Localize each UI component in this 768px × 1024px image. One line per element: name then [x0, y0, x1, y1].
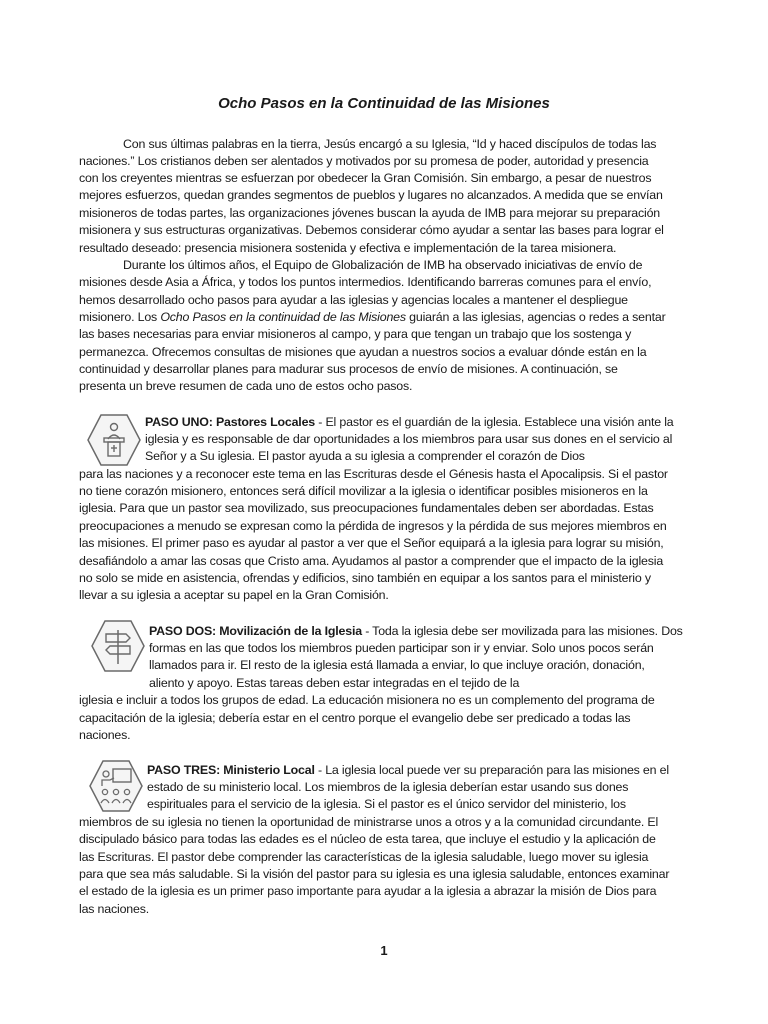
step3-line: las naciones.	[79, 902, 149, 916]
step2-line: capacitación de la iglesia; debería estar en el centro porque el evangelio debe ser predicado a todas las	[79, 711, 631, 725]
step2-line: llamados para ir. El resto de la iglesia está llamada a enviar, lo que incluye oración, donación,	[149, 658, 645, 672]
intro-line: misiones desde Asia a África, y todos los puntos intermedios. Identificando barreras comunes para el envío,	[79, 275, 652, 289]
intro-line: misioneros de todas partes, las organizaciones jóvenes buscan la ayuda de IMB para mejorar su preparación	[79, 206, 661, 220]
step1-line: las misiones. El primer paso es ayudar al pastor a ver que el Señor equipará a la iglesia para lograr su misión,	[79, 536, 664, 550]
step2-heading: PASO DOS: Movilización de la Iglesia	[149, 624, 362, 638]
intro-line: Con sus últimas palabras en la tierra, Jesús encargó a su Iglesia, “Id y haced discípulos de todas las	[123, 137, 657, 151]
step3-line: las Escrituras. El pastor debe comprender las características de la iglesia saludable, luego mover su iglesia	[79, 850, 649, 864]
step2-line: naciones.	[79, 728, 131, 742]
step1-line	[145, 414, 673, 431]
step2-text: - Toda la iglesia debe ser movilizada para las misiones. Dos	[361, 624, 683, 638]
step1-line: Señor y a Su iglesia. El pastor ayuda a su iglesia a comprender el corazón de Dios	[145, 449, 585, 463]
intro-italic-title: Ocho Pasos en la continuidad de las Misiones	[160, 310, 406, 324]
intro-line: Durante los últimos años, el Equipo de Globalización de IMB ha observado iniciativas de envío de	[123, 258, 643, 272]
step3-text: - La iglesia local puede ver su preparación para las misiones en el	[314, 763, 669, 777]
step1-line: no solo se mide en asistencia, ofrendas y edificios, sino también en equipar a los santos para el ministerio y	[79, 571, 651, 585]
intro-line: naciones.” Los cristianos deben ser alentados y motivados por su promesa de poder, autoridad y presencia	[79, 154, 649, 168]
step3-line: estado de su ministerio local. Los miembros de la iglesia deberían estar usando sus dones	[147, 780, 629, 794]
intro-line: resultado deseado: presencia misionera sostenida y efectiva e implementación de la tarea misionera.	[79, 241, 617, 255]
step3-line: espirituales para el servicio de la iglesia. Si el pastor es el único servidor del ministerio, los	[147, 797, 626, 811]
signpost-icon	[90, 618, 146, 674]
step1-line: iglesia y es responsable de dar oportunidades a los miembros para usar sus dones en el servicio al	[145, 432, 673, 446]
page-number: 1	[380, 943, 388, 958]
step3-line	[147, 762, 669, 779]
intro-line: con los creyentes mientras se esfuerzan por obedecer la Gran Comisión. Sin embargo, a pesar de nuestros	[79, 171, 652, 185]
document-title: Ocho Pasos en la Continuidad de las Misiones	[218, 95, 550, 112]
intro-line: misionera y sus estructuras organizativas. Debemos considerar cómo ayudar a sentar las bases para lograr el	[79, 223, 664, 237]
intro-text: misionero. Los	[79, 310, 161, 324]
step1-heading: PASO UNO: Pastores Locales	[145, 415, 315, 429]
step1-line: iglesia. Para que un pastor sea movilizado, sus preocupaciones fundamentales deben ser abordadas. Estas	[79, 501, 654, 515]
intro-line: mejores esfuerzos, quedan grandes segmentos de pueblos y lugares no alcanzados. A medida que se envían	[79, 188, 663, 202]
teaching-group-icon	[88, 758, 144, 814]
intro-line	[79, 309, 666, 326]
step1-line: preocupaciones a menudo se expresan como la pérdida de ingresos y la pérdida de sus mejores miembros en	[79, 519, 667, 533]
intro-line: permanezca. Ofrecemos consultas de misiones que ayudan a nuestros socios a evaluar dónde están en la	[79, 345, 647, 359]
step3-line: para que sea más saludable. Si la visión del pastor para su iglesia es una iglesia saludable, entonces examinar	[79, 867, 670, 881]
intro-line: presenta un breve resumen de cada uno de estos ocho pasos.	[79, 379, 413, 393]
step2-line: aliento y apoyo. Estas tareas deben estar integradas en el tejido de la	[149, 676, 520, 690]
step2-line	[149, 623, 683, 640]
step3-heading: PASO TRES: Ministerio Local	[147, 763, 315, 777]
step1-line: desafiándolo a amar las cosas que Cristo ama. Ayudamos al pastor a comprender que el impacto de la iglesia	[79, 554, 664, 568]
intro-line: continuidad y desarrollar planes para madurar sus procesos de envío de misiones. A continuación, se	[79, 362, 618, 376]
intro-line: hemos desarrollado ocho pasos para ayudar a las iglesias y agencias locales a mantener el despliegue	[79, 293, 628, 307]
intro-line: las bases necesarias para enviar misioneros al campo, y para que tengan un trabajo que los sostenga y	[79, 327, 632, 341]
step2-line: iglesia e incluir a todos los grupos de edad. La educación misionera no es un complemento del programa de	[79, 693, 655, 707]
step3-line: discipulado básico para todas las edades es el núcleo de esta tarea, que incluye el estudio y la aplicación de	[79, 832, 656, 846]
pastor-podium-icon	[86, 412, 142, 468]
step1-text: - El pastor es el guardián de la iglesia. Establece una visión ante la	[315, 415, 674, 429]
intro-text: guiarán a las iglesias, agencias o redes a sentar	[405, 310, 666, 324]
step1-line: llevar a su iglesia a aceptar su papel en la Gran Comisión.	[79, 588, 389, 602]
step2-line: formas en las que todos los miembros pueden participar son ir y enviar. Solo unos pocos serán	[149, 641, 654, 655]
step3-line: el estado de la iglesia es un primer paso importante para ayudar a la iglesia a abrazar la misión de Dios para	[79, 884, 657, 898]
step3-line: miembros de su iglesia no tienen la oportunidad de ministrarse unos a otros y a la comunidad circundante. El	[79, 815, 659, 829]
step1-line: para las naciones y a reconocer este tema en las Escrituras desde el Génesis hasta el Apocalipsis. Si el pastor	[79, 467, 668, 481]
step1-line: no tiene corazón misionero, entonces será difícil movilizar a la iglesia o identificar posibles misioneros en la	[79, 484, 648, 498]
